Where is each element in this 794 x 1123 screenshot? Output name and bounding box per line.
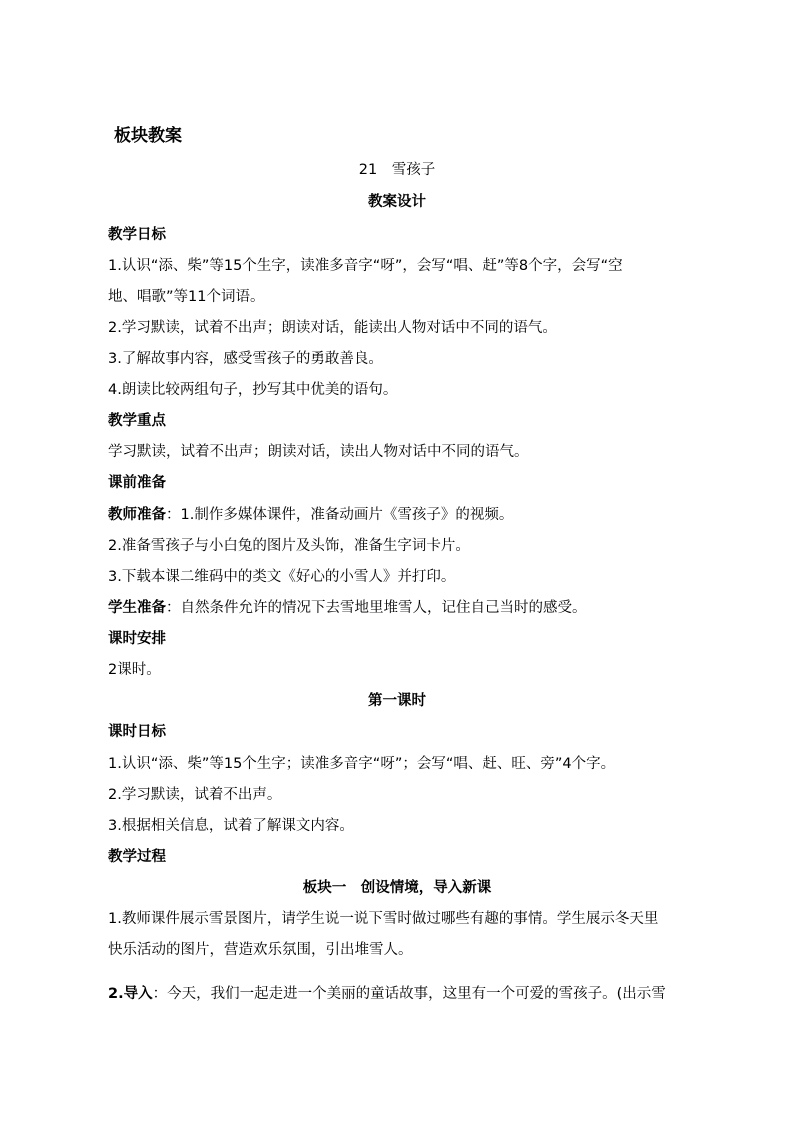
- design-heading: 教案设计: [368, 194, 426, 210]
- prep-heading: 课前准备: [108, 475, 166, 491]
- schedule-heading: 课时安排: [108, 631, 166, 647]
- schedule-text: 2课时。: [108, 662, 161, 678]
- prep-item: 3.下载本课二维码中的类文《好心的小雪人》并打印。: [108, 569, 456, 585]
- objective-line: 地、唱歌”等11个词语。: [108, 289, 265, 305]
- period-objective-line: 1.认识“添、柴”等15个生字；读准多音字“呀”；会写“唱、赶、旺、旁”4个字。: [108, 756, 616, 772]
- process-heading: 教学过程: [108, 849, 166, 865]
- key-heading: 教学重点: [108, 413, 166, 429]
- intro-text: ：今天，我们一起走进一个美丽的童话故事，这里有一个可爱的雪孩子。(出示雪: [152, 986, 666, 1002]
- teacher-prep: [108, 505, 728, 525]
- objective-line: 3.了解故事内容，感受雪孩子的勇敢善良。: [108, 351, 383, 367]
- period-objectives-heading: 课时日标: [108, 724, 166, 740]
- block1-line: 快乐活动的图片，营造欢乐氛围，引出堆雪人。: [108, 942, 413, 958]
- student-prep-text: ：自然条件允许的情况下去雪地里堆雪人，记住自己当时的感受。: [166, 600, 587, 616]
- student-prep: [108, 598, 728, 618]
- first-period-heading: 第一课时: [368, 693, 426, 709]
- period-objective-line: 3.根据相关信息，试着了解课文内容。: [108, 818, 354, 834]
- student-prep-label: 学生准备: [108, 600, 166, 616]
- objective-line: 4.朗读比较两组句子，抄写其中优美的语句。: [108, 382, 398, 398]
- intro-label: 2.导入: [108, 986, 153, 1002]
- section-title: 板块教案: [114, 126, 182, 146]
- intro-line: [108, 984, 728, 1004]
- teacher-prep-label: 教师准备: [108, 507, 166, 523]
- block1-heading: 板块一 创设情境，导入新课: [302, 880, 492, 896]
- lesson-title: 21 雪孩子: [358, 162, 436, 178]
- teacher-prep-text: ：1.制作多媒体课件，准备动画片《雪孩子》的视频。: [166, 507, 514, 523]
- prep-item: 2.准备雪孩子与小白兔的图片及头饰，准备生字词卡片。: [108, 538, 470, 554]
- key-text: 学习默读，试着不出声；朗读对话，读出人物对话中不同的语气。: [108, 444, 529, 460]
- block1-line: 1.教师课件展示雪景图片，请学生说一说下雪时做过哪些有趣的事情。学生展示冬天里: [108, 911, 659, 927]
- objective-line: 2.学习默读，试着不出声；朗读对话，能读出人物对话中不同的语气。: [108, 320, 557, 336]
- objectives-heading: 教学日标: [108, 227, 166, 243]
- objective-line: 1.认识“添、柴”等15个生字，读准多音字“呀”，会写“唱、赶”等8个字，会写“空: [108, 258, 623, 274]
- period-objective-line: 2.学习默读，试着不出声。: [108, 787, 282, 803]
